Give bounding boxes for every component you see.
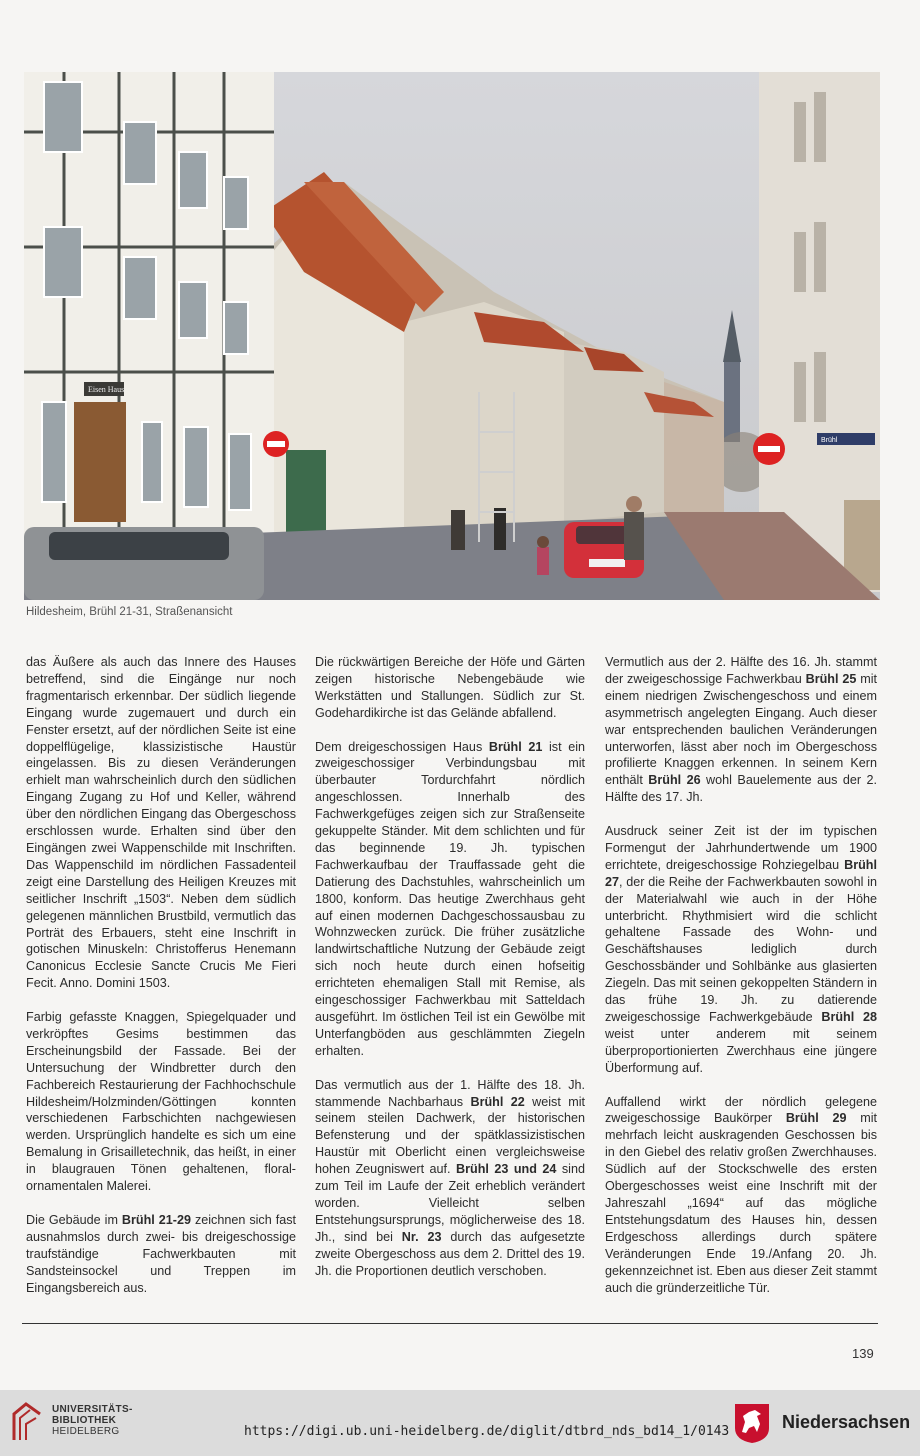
text-run: Vermutlich aus der 2. Hälfte des 16. Jh. stammt der zweigeschossige Fachwerkbau (605, 655, 877, 686)
col3-paragraph-1 (605, 654, 877, 806)
text-run: weist unter anderem mit seinem überproportionierten Zwerchhaus eine jüngere Überformung auf. (605, 1026, 877, 1075)
col1-paragraph-3 (26, 1212, 296, 1297)
text-run: ist ein zweigeschossiger Verbindungsbau mit überbauter Tordurchfahrt nördlich angeschlossen. Innerhalb des Fachwerkgefüges zeigen sich zur Straßenseite gekuppelte Ständer. Mit dem schlichten und für das beginnende 19. Jh. typischen Fachwerkaufbau der Trauffassade geht die Datierung des Dachstuhles, wahrscheinlich um 1800, konform. Das heutige Zwerchhaus geht auf einen modernen Dachgeschossausbau zu Wohnzwecken zurück. Die früher zusätzliche landwirtschaftliche Nutzung der Gebäude zeigt sich noch heute durch einen hofseitig errichteten ehemaligen Stall mit Remise, als eingeschossiger Fachwerkbau mit Satteldach ausgeführt. Im östlichen Teil ist ein Gewölbe mit Unterfangböden aus geschlämmten Ziegeln erhalten. (315, 739, 586, 1058)
address-highlight: Brühl 26 (648, 773, 701, 788)
col2-paragraph-3 (315, 1077, 585, 1280)
text-run: Die Gebäude im (26, 1212, 122, 1227)
entrance-door (74, 402, 126, 522)
source-url[interactable]: https://digi.ub.uni-heidelberg.de/diglit/dtbrd_nds_bd14_1/0143 (244, 1424, 730, 1439)
library-name-line-2: BIBLIOTHEK (52, 1415, 117, 1426)
text-run: zeichnen sich fast ausnahmslos durch zwei- bis dreigeschossige traufständige Fachwerkbauten mit Sandsteinsockel und Treppen im Eingangsbereich aus. (26, 1212, 296, 1295)
col3-paragraph-3 (605, 1094, 877, 1297)
text-column-3 (605, 654, 877, 1313)
text-run: sind zum Teil im Laufe der Zeit erheblich verändert worden. Vielleicht selben Entstehungsursprungs, möglicherweise des 18. Jh., sind bei (315, 1162, 585, 1244)
address-highlight: Brühl 21 (488, 739, 543, 754)
library-name-line-1: UNIVERSITÄTS- (52, 1404, 133, 1415)
text-run: , der die Reihe der Fachwerkbauten sowohl in der Materialwahl wie auch in der Höhe unterbricht. Rhythmisiert wird die schlicht gehaltene Fassade des Wohn- und Geschäftshauses lediglich durch Geschossbänder und Sohlbänke aus glasierten Ziegeln. Das mit seinen gekoppelten Ständern in das frühe 19. Jh. zu datierende zweigeschossige Fachwerkgebäude (605, 874, 877, 1025)
text-run: Ausdruck seiner Zeit ist der im typischen Formengut der Jahrhundertwende um 1900 errichtete, dreigeschossige Rohziegelbau (605, 824, 877, 872)
figure-caption: Hildesheim, Brühl 21-31, Straßenansicht (26, 606, 233, 618)
col2-paragraph-1: Die rückwärtigen Bereiche der Höfe und Gärten zeigen historische Nebengebäude wie Werkstätten und Stallungen. Südlich zur St. Godehardikirche ist das Gelände abfallend. (315, 655, 585, 720)
street-name-sign-text: Brühl (821, 437, 838, 444)
text-run: mit einem niedrigen Zwischengeschoss und einem asymmetrisch angelegten Eingang. Auch dieser war entsprechenden baulichen Veränderungen unterworfen, lässt aber noch im Obergeschoss profilierte Knaggen erkennen. In seinem Kern enthält (605, 671, 877, 788)
text-run: weist mit seinem steilen Dachwerk, der historischen Befensterung und der spätklassizistischen Haustür mit Oberlicht einen vergleichsweise hohen Zeugniswert auf. (315, 1094, 585, 1177)
address-highlight: Brühl 22 (470, 1094, 525, 1109)
university-library-logo-icon (10, 1400, 44, 1444)
street-photo (24, 72, 880, 600)
text-run: wohl Bauelemente aus der 2. Hälfte des 17. Jh. (605, 773, 877, 805)
col1-paragraph-1: das Äußere als auch das Innere des Hauses betreffend, sind die Eingänge nur noch fragmentarisch erkennbar. Der südlich liegende Eingang wurde zugemauert und durch ein Fenster ersetzt, auf der nördlichen Seite ist eine doppelflügelige, klassizistische Haustür eingelassen. Bis zu diesen Veränderungen erhielt man wahrscheinlich durch den südlichen Eingang Zugang zu Hof und Keller, während über den nördlichen Eingang das Obergeschoss erschlossen wurde. Erhalten sind über den Eingängen zwei Wappenschilde mit Inschriften. Das Wappenschild im nördlichen Fassadenteil zeigt eine Darstellung des Heiligen Kreuzes mit seitlicher Inschrift „1503“. Neben dem südlich gelegenen männlichen Brustbild, vermutlich das Porträt des Erbauers, steht eine Inschrift in gotischen Minuskeln: Christofferus Henemann Canonicus Ecclesie Sancte Crucis Me Fieri Fecit. Anno. Domini 1503. (26, 655, 296, 991)
address-highlight: Brühl 27 (605, 857, 877, 889)
text-run: mit mehrfach leicht auskragenden Geschossen bis in den Giebel des relativ großen Zwerchhauses. Südlich auf der Stockschwelle des ersten Obergeschosses weist eine Inschrift mit der Jahreszahl „1694“ auf das mögliche Entstehungsdatum des Hauses hin, dessen Erdgeschoss allerdings durch spätere Veränderungen Ende 19./Anfang 20. Jh. gekennzeichnet ist. Eben aus dieser Zeit stammt auch die gründerzeitliche Tür. (605, 1111, 877, 1295)
col2-paragraph-2 (315, 739, 585, 1060)
col1-paragraph-2: Farbig gefasste Knaggen, Spiegelquader und verkröpftes Gesims bestimmen das Erscheinungsbild der Fassade. Bei der Untersuchung der Windbretter durch den Fachbereich Restaurierung der Fachhochschule Hildesheim/Holzminden/Göttingen konnten verschiedenen Farbschichten nachgewiesen werden. Ursprünglich handelte es sich um eine Bemalung in Grisailletechnik, das heißt, in einer in blaugrauen Tönen gehaltenen, floral-ornamentalen Malerei. (26, 1010, 296, 1194)
text-column-2 (315, 654, 585, 1296)
address-highlight: Nr. 23 (401, 1229, 442, 1244)
address-highlight: Brühl 23 und 24 (456, 1162, 557, 1177)
text-run: durch das aufgesetzte zweite Obergeschoss aus dem 2. Drittel des 19. Jh. die Proportionen deutlich verschoben. (315, 1229, 585, 1278)
text-run: Das vermutlich aus der 1. Hälfte des 18. Jh. stammende Nachbarhaus (315, 1077, 585, 1109)
address-highlight: Brühl 29 (785, 1111, 847, 1126)
address-highlight: Brühl 25 (805, 671, 857, 686)
footer-divider (22, 1323, 878, 1324)
page-number: 139 (852, 1346, 874, 1361)
library-name-line-3: HEIDELBERG (52, 1426, 120, 1437)
footer-bar (0, 1390, 920, 1456)
text-run: Auffallend wirkt der nördlich gelegene zweigeschossige Baukörper (605, 1094, 877, 1126)
street-photo-drawing (24, 72, 880, 600)
col3-paragraph-2 (605, 823, 877, 1077)
state-name[interactable]: Niedersachsen (782, 1412, 911, 1432)
house-name-sign-text: Eisen Haus (88, 385, 125, 394)
niedersachsen-horse-emblem-icon (733, 1402, 771, 1444)
address-highlight: Brühl 21-29 (121, 1212, 191, 1227)
text-column-1 (26, 654, 296, 1313)
address-highlight: Brühl 28 (821, 1010, 877, 1025)
text-run: Dem dreigeschossigen Haus (315, 739, 489, 754)
library-name[interactable] (52, 1404, 133, 1437)
